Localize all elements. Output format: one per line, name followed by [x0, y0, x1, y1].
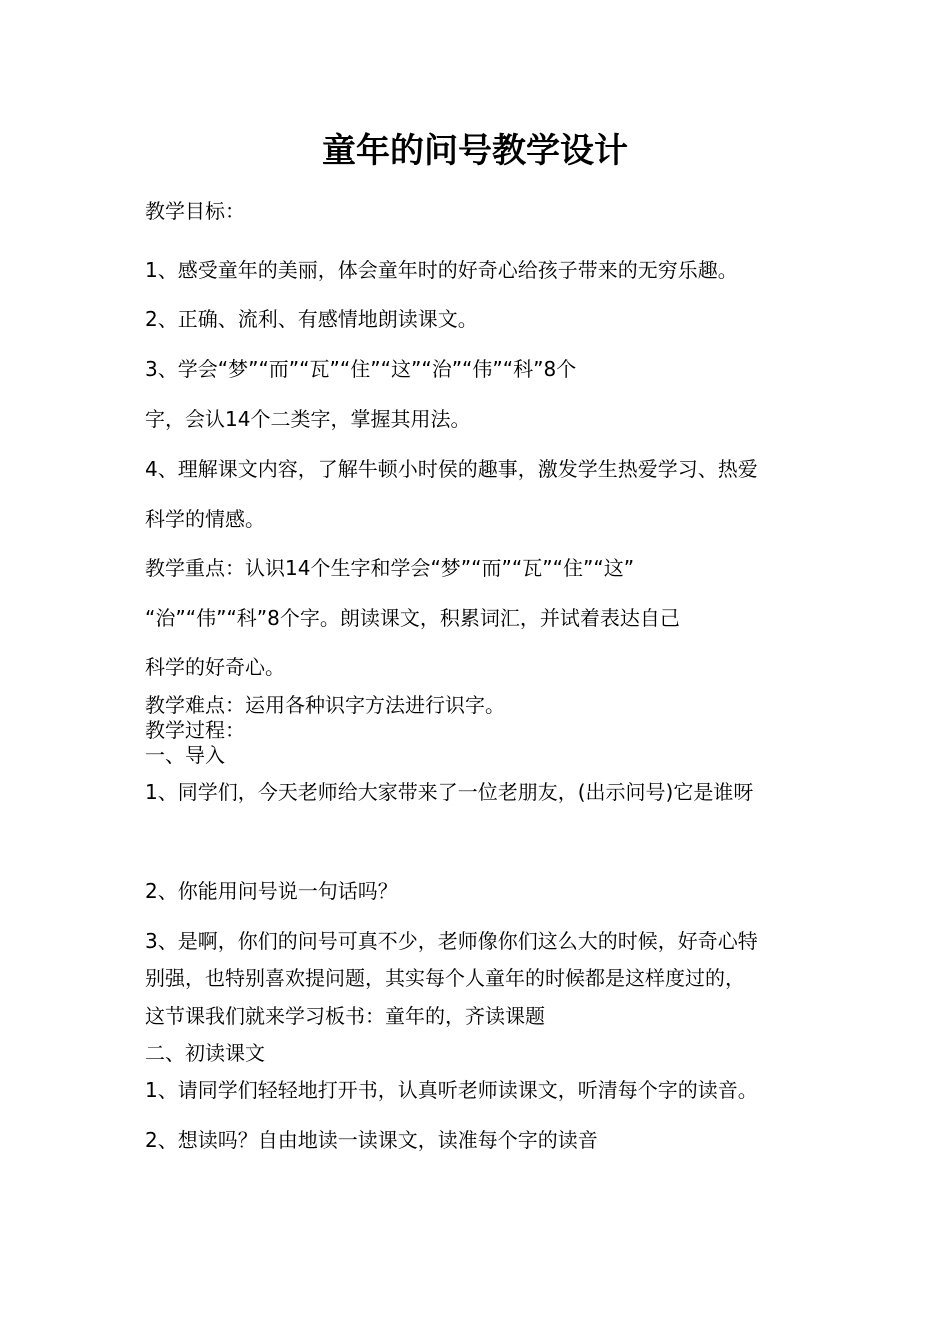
key-points: 教学重点：认识14个生字和学会“梦”“而”“瓦”“住”“这”	[145, 556, 635, 580]
objective-2: 2、正确、流利、有感情地朗读课文。	[145, 307, 478, 331]
key-points-cont-1: “治”“伟”“科”8个字。朗读课文，积累词汇，并试着表达自己	[145, 606, 680, 630]
intro-step-1: 1、同学们，今天老师给大家带来了一位老朋友，(出示问号)它是谁呀	[145, 780, 754, 804]
intro-step-3: 3、是啊，你们的问号可真不少，老师像你们这么大的时候，好奇心特	[145, 929, 758, 953]
difficulties: 教学难点：运用各种识字方法进行识字。	[145, 693, 505, 717]
section-heading-intro: 一、导入	[145, 743, 225, 767]
intro-step-3-cont-2: 这节课我们就来学习板书：童年的，齐读课题	[145, 1004, 545, 1028]
objective-3-cont: 字，会认14个二类字，掌握其用法。	[145, 407, 471, 431]
reading-step-1: 1、请同学们轻轻地打开书，认真听老师读课文，听清每个字的读音。	[145, 1078, 758, 1102]
objective-4: 4、理解课文内容，了解牛顿小时侯的趣事，激发学生热爱学习、热爱	[145, 457, 758, 481]
document-title: 童年的问号教学设计	[322, 131, 628, 171]
section-heading-first-reading: 二、初读课文	[145, 1041, 265, 1065]
objective-1: 1、感受童年的美丽，体会童年时的好奇心给孩子带来的无穷乐趣。	[145, 258, 738, 282]
objective-4-cont: 科学的情感。	[145, 507, 265, 531]
intro-step-3-cont-1: 别强，也特别喜欢提问题，其实每个人童年的时候都是这样度过的，	[145, 966, 745, 990]
intro-step-2: 2、你能用问号说一句话吗？	[145, 879, 398, 903]
section-heading-process: 教学过程：	[145, 718, 245, 742]
reading-step-2: 2、想读吗？自由地读一读课文，读准每个字的读音	[145, 1128, 598, 1152]
section-heading-objectives: 教学目标：	[145, 199, 245, 223]
key-points-cont-2: 科学的好奇心。	[145, 655, 285, 679]
objective-3: 3、学会“梦”“而”“瓦”“住”“这”“治”“伟”“科”8个	[145, 357, 577, 381]
